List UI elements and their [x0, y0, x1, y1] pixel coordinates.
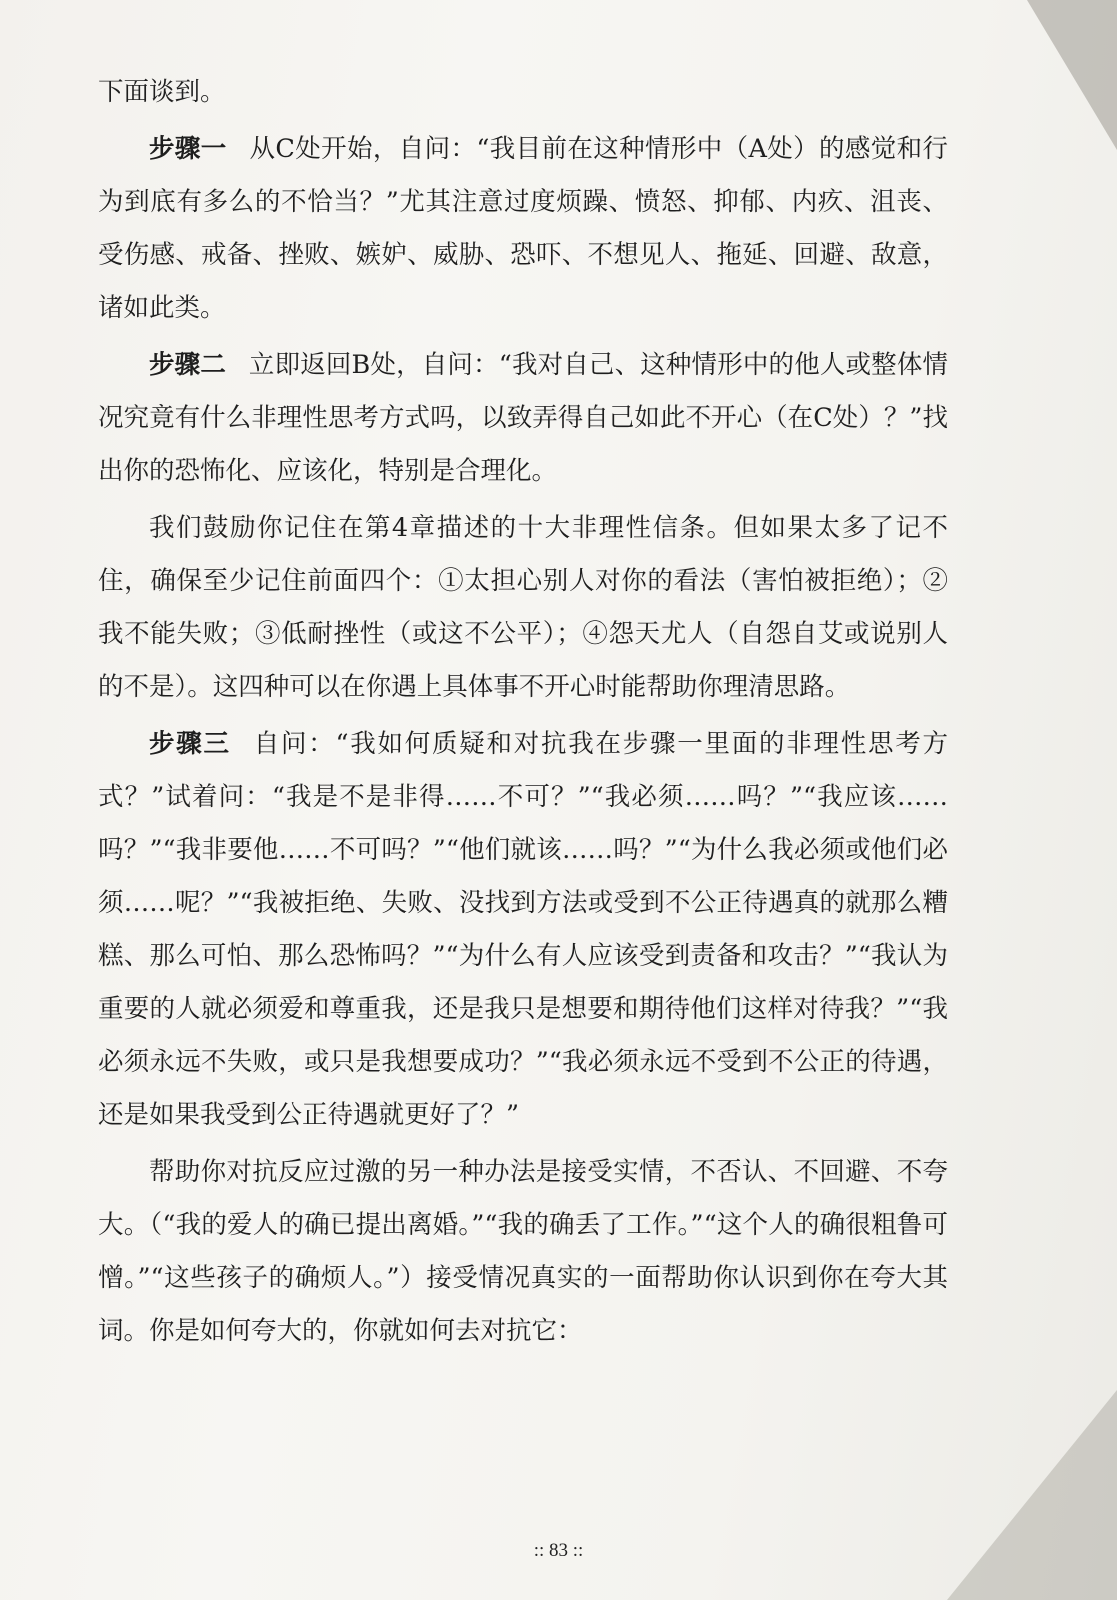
step-label: 步骤三: [149, 729, 231, 759]
paragraph-step-1: [98, 123, 948, 335]
paragraph-text: 自问：“我如何质疑和对抗我在步骤一里面的非理性思考方式？”试着问：“我是不是非得……不可？”“我必须……吗？”“我应该……吗？”“我非要他……不可吗？”“他们就该……吗？”“为什么我必须或他们必须……呢？”“我被拒绝、失败、没找到方法或受到不公正待遇真的就那么糟糕、那么可怕、那么恐怖吗？”“为什么有人应该受到责备和攻击？”“我认为重要的人就必须爱和尊重我，还是我只是想要和期待他们这样对待我？”“我必须永远不失败，或只是我想要成功？”“我必须永远不受到不公正的待遇，还是如果我受到公正待遇就更好了？”: [98, 729, 948, 1130]
body-text: [98, 66, 948, 1362]
paragraph-5: [98, 1146, 948, 1358]
paragraph-text: 我们鼓励你记住在第4章描述的十大非理性信条。但如果太多了记不住，确保至少记住前面四个：①太担心别人对你的看法（害怕被拒绝）；②我不能失败；③低耐挫性（或这不公平）；④怨天尤人（自怨自艾或说别人的不是）。这四种可以在你遇上具体事不开心时能帮助你理清思路。: [98, 513, 948, 702]
paragraph-text: 立即返回B处，自问：“我对自己、这种情形中的他人或整体情况究竟有什么非理性思考方式吗，以致弄得自己如此不开心（在C处）？”找出你的恐怖化、应该化，特别是合理化。: [98, 350, 948, 486]
paragraph-3: [98, 502, 948, 714]
paragraph-text: 帮助你对抗反应过激的另一种办法是接受实情，不否认、不回避、不夸大。（“我的爱人的确已提出离婚。”“我的确丢了工作。”“这个人的确很粗鲁可憎。”“这些孩子的确烦人。”）接受情况真实的一面帮助你认识到你在夸大其词。你是如何夸大的，你就如何去对抗它：: [98, 1157, 948, 1346]
page-number: :: 83 ::: [533, 1540, 584, 1561]
step-label: 步骤二: [149, 350, 226, 380]
paragraph-text: 从C处开始，自问：“我目前在这种情形中（A处）的感觉和行为到底有多么的不恰当？”尤其注意过度烦躁、愤怒、抑郁、内疚、沮丧、受伤感、戒备、挫败、嫉妒、威胁、恐吓、不想见人、拖延、回避、敌意，诸如此类。: [98, 134, 948, 323]
paragraph-0: [98, 66, 948, 119]
page-corner-shadow-bottom: [947, 1390, 1117, 1600]
page-corner-shadow: [1027, 0, 1117, 150]
paragraph-step-2: [98, 339, 948, 498]
paragraph-step-3: [98, 718, 948, 1142]
step-label: 步骤一: [149, 134, 227, 164]
paragraph-text: 下面谈到。: [98, 77, 226, 107]
